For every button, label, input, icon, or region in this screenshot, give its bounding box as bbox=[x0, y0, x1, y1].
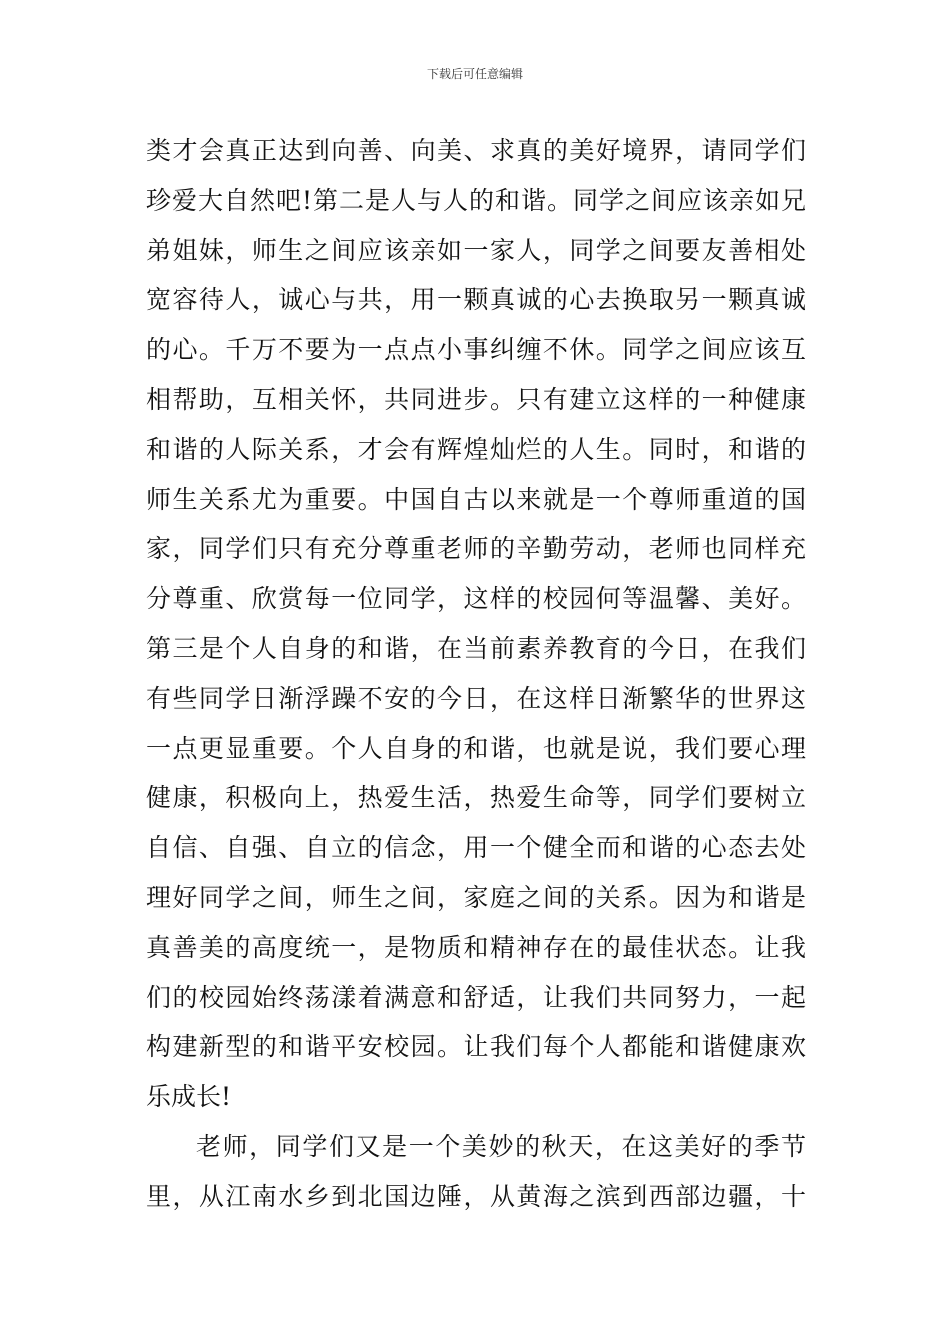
text-line: 自信、自强、自立的信念，用一个健全而和谐的心态去处 bbox=[146, 833, 806, 863]
text-line: 宽容待人，诚心与共，用一颗真诚的心去换取另一颗真诚 bbox=[146, 285, 806, 315]
text-line: 相帮助，互相关怀，共同进步。只有建立这样的一种健康 bbox=[146, 384, 806, 414]
text-line: 师生关系尤为重要。中国自古以来就是一个尊师重道的国 bbox=[146, 484, 806, 514]
text-line: 珍爱大自然吧!第二是人与人的和谐。同学之间应该亲如兄 bbox=[146, 185, 806, 215]
paragraph bbox=[146, 126, 806, 1122]
text-line: 有些同学日渐浮躁不安的今日，在这样日渐繁华的世界这 bbox=[146, 683, 806, 713]
text-line: 分尊重、欣赏每一位同学，这样的校园何等温馨、美好。 bbox=[146, 584, 806, 614]
text-line: 乐成长! bbox=[146, 1082, 232, 1112]
text-line: 老师，同学们又是一个美妙的秋天，在这美好的季节 bbox=[196, 1131, 806, 1161]
paragraph bbox=[146, 1122, 806, 1222]
text-line: 理好同学之间，师生之间，家庭之间的关系。因为和谐是 bbox=[146, 882, 806, 912]
text-line: 构建新型的和谐平安校园。让我们每个人都能和谐健康欢 bbox=[146, 1032, 806, 1062]
text-line: 家，同学们只有充分尊重老师的辛勤劳动，老师也同样充 bbox=[146, 534, 806, 564]
page-header: 下载后可任意编辑 bbox=[426, 67, 523, 81]
text-line: 一点更显重要。个人自身的和谐，也就是说，我们要心理 bbox=[146, 733, 806, 763]
text-line: 真善美的高度统一，是物质和精神存在的最佳状态。让我 bbox=[146, 932, 806, 962]
text-line: 的心。千万不要为一点点小事纠缠不休。同学之间应该互 bbox=[146, 335, 806, 365]
text-line: 弟姐妹，师生之间应该亲如一家人，同学之间要友善相处 bbox=[146, 235, 806, 265]
text-line: 里，从江南水乡到北国边陲，从黄海之滨到西部边疆，十 bbox=[146, 1181, 806, 1211]
body-text bbox=[146, 126, 806, 1222]
text-line: 类才会真正达到向善、向美、求真的美好境界，请同学们 bbox=[146, 136, 806, 165]
text-line: 和谐的人际关系，才会有辉煌灿烂的人生。同时，和谐的 bbox=[146, 434, 806, 464]
text-line: 健康，积极向上，热爱生活，热爱生命等，同学们要树立 bbox=[146, 783, 806, 813]
text-line: 第三是个人自身的和谐，在当前素养教育的今日，在我们 bbox=[146, 633, 806, 663]
text-line: 们的校园始终荡漾着满意和舒适，让我们共同努力，一起 bbox=[146, 982, 806, 1012]
